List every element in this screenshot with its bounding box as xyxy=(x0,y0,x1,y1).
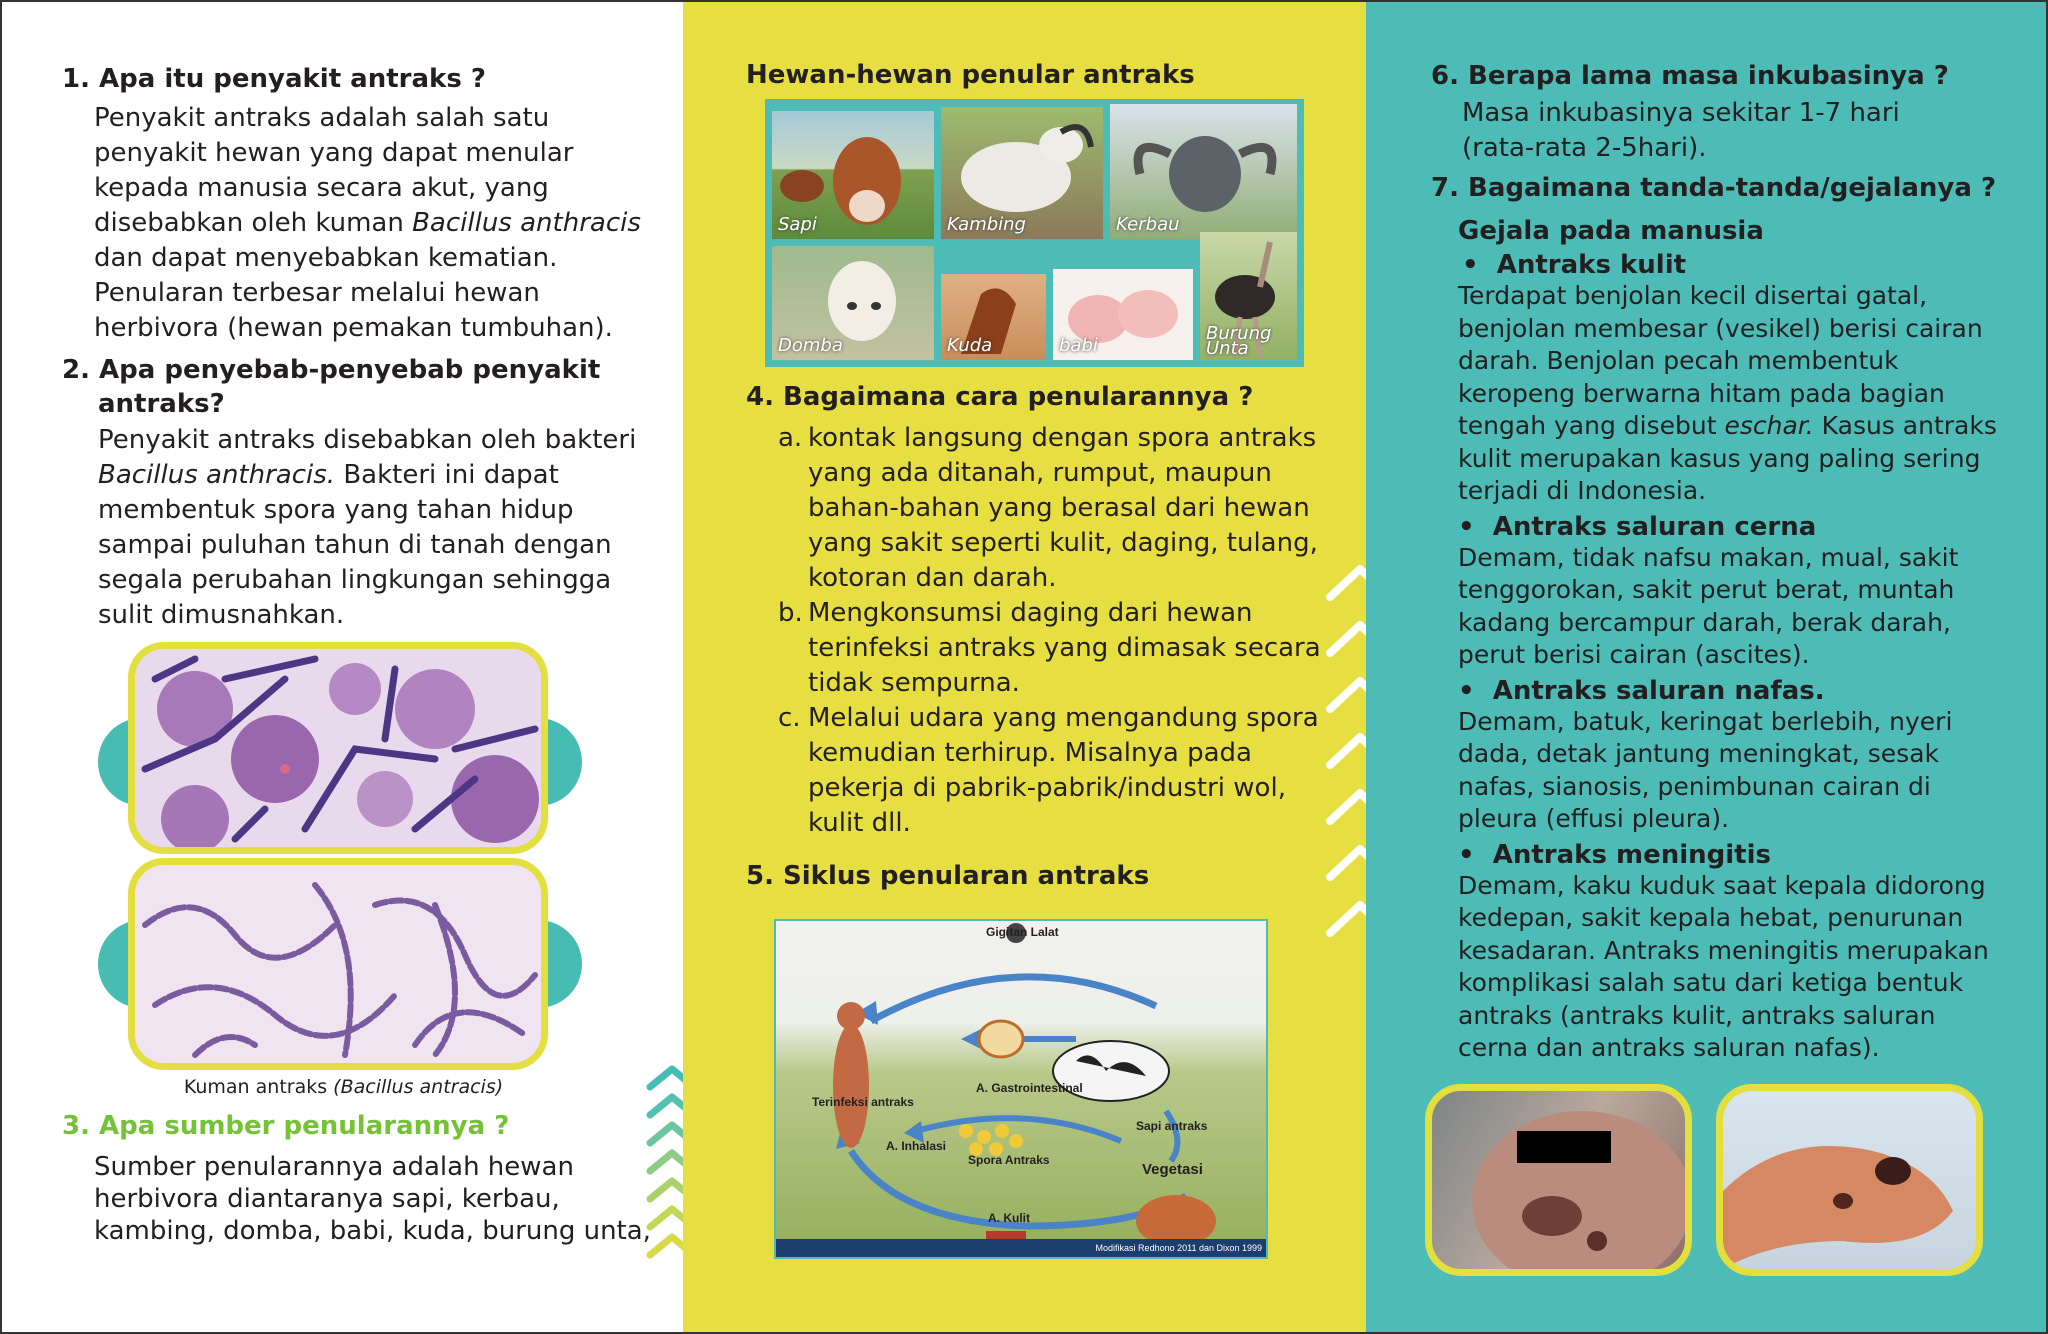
q7-title: 7. Bagaimana tanda-tanda/gejalanya ? xyxy=(1431,173,1997,203)
cycle-label-kulit: A. Kulit xyxy=(988,1211,1030,1225)
animal-label: Sapi xyxy=(778,214,817,235)
list-item: b. Mengkonsumsi daging dari hewan terinfeksi antraks yang dimasak secara tidak sempurna. xyxy=(778,598,1321,698)
animal-label: Kerbau xyxy=(1116,214,1180,235)
cycle-label-inhal: A. Inhalasi xyxy=(886,1139,947,1153)
cycle-label-gastro: A. Gastrointestinal xyxy=(976,1081,1083,1095)
animal-label: Burung Unta xyxy=(1206,323,1272,359)
cycle-credit: Modifikasi Redhono 2011 dan Dixon 1999 xyxy=(776,1239,1266,1257)
animals-title: Hewan-hewan penular antraks xyxy=(746,60,1195,90)
list-item: c. Melalui udara yang mengandung spora kemudian terhirup. Misalnya pada pekerja di pabrik-pabrik/industri wol, kulit dll. xyxy=(778,703,1319,838)
photo-kuda xyxy=(941,274,1046,360)
animal-label: Kuda xyxy=(947,335,993,356)
gejala-title: Gejala pada manusia xyxy=(1458,216,1764,246)
cycle-label-infected: Terinfeksi antraks xyxy=(812,1095,914,1109)
q6-body: Masa inkubasinya sekitar 1-7 hari (rata-rata 2-5hari). xyxy=(1462,98,1900,163)
q3-body: Sumber penularannya adalah hewan herbivora diantaranya sapi, kerbau, kambing, domba, babi, kuda, burung unta, xyxy=(94,1152,651,1246)
photo-burung-unta xyxy=(1200,232,1297,360)
q4-list xyxy=(778,421,1358,841)
symptoms-list: • Antraks kulit Terdapat benjolan kecil disertai gatal, benjolan membesar (vesikel) berisi cairan darah. Benjolan pecah membentuk keropeng berwarna hitam pada bagian tengah yang disebut eschar. Kasus antraks kulit merupakan kasus yang paling sering terjadi di Indonesia. • Antraks saluran cerna Demam, tidak nafsu makan, mual, sakit tenggorokan, sakit perut berat, muntah kadang bercampur darah, berak darah, perut berisi cairan (ascites). • Antraks saluran nafas. Demam, batuk, keringat berlebih, nyeri dada, detak jantung meningkat, sesak nafas, sianosis, penimbunan cairan di pleura (effusi pleura). • Antraks meningitis Demam, kaku kuduk saat kepala didorong kedepan, sakit kepala hebat, penurunan kesadaran. Antraks meningitis merupakan komplikasi salah satu dari ketiga bentuk antraks (antraks kulit, antraks saluran cerna dan antraks saluran nafas). xyxy=(1458,250,2008,1065)
photo-kerbau xyxy=(1110,104,1297,239)
photo-babi xyxy=(1053,269,1193,360)
animal-label: babi xyxy=(1059,335,1098,356)
panel-left xyxy=(0,0,683,1334)
photo-hand-lesion xyxy=(1716,1084,1983,1276)
photo-kambing xyxy=(941,107,1103,239)
symptom-heading-kulit: • Antraks kulit xyxy=(1462,250,1687,280)
cycle-label-spora: Spora Antraks xyxy=(968,1153,1050,1167)
transmission-cycle-diagram xyxy=(774,919,1268,1259)
q3-title: 3. Apa sumber penularannya ? xyxy=(62,1111,510,1141)
q2-body: Penyakit antraks disebabkan oleh bakteri Bacillus anthracis. Bakteri ini dapat membentuk spora yang tahan hidup sampai puluhan tahun di tanah dengan segala perubahan lingkungan sehingga sulit dimusnahkan. xyxy=(98,425,637,630)
micrograph-caption: Kuman antraks (Bacillus antracis) xyxy=(183,1076,504,1098)
panel-middle xyxy=(683,0,1366,1334)
cycle-label-sapi: Sapi antraks xyxy=(1136,1119,1208,1133)
q5-title: 5. Siklus penularan antraks xyxy=(746,861,1150,891)
bacillus-micrograph-2 xyxy=(128,858,548,1070)
bacillus-micrograph-1 xyxy=(128,642,548,854)
photo-face-lesion xyxy=(1425,1084,1692,1276)
animal-photo-grid xyxy=(765,99,1304,367)
symptom-heading-nafas: • Antraks saluran nafas. xyxy=(1458,675,1825,706)
animal-label: Domba xyxy=(778,335,843,356)
symptom-heading-cerna: • Antraks saluran cerna xyxy=(1458,511,1817,542)
photo-domba xyxy=(772,246,934,360)
q4-title: 4. Bagaimana cara penularannya ? xyxy=(746,382,1254,412)
q1-body: Penyakit antraks adalah salah satu penyakit hewan yang dapat menular kepada manusia secara akut, yang disebabkan oleh kuman Bacillus anthracis dan dapat menyebabkan kematian. Penularan terbesar melalui hewan herbivora (hewan pemakan tumbuhan). xyxy=(94,103,641,343)
cycle-label-veg: Vegetasi xyxy=(1142,1161,1203,1178)
panel-right xyxy=(1366,0,2048,1334)
animal-label: Kambing xyxy=(947,214,1026,235)
q2-title: 2. Apa penyebab-penyebab penyakit antraks? xyxy=(62,355,601,419)
cycle-label-flies: Gigitan Lalat xyxy=(986,925,1059,939)
q1-title: 1. Apa itu penyakit antraks ? xyxy=(62,64,486,94)
symptom-heading-meningitis: • Antraks meningitis xyxy=(1458,839,1771,870)
photo-sapi xyxy=(772,111,934,239)
list-item: a. kontak langsung dengan spora antraks yang ada ditanah, rumput, maupun bahan-bahan yang berasal dari hewan yang sakit seperti kulit, daging, tulang, kotoran dan darah. xyxy=(778,423,1318,593)
q6-title: 6. Berapa lama masa inkubasinya ? xyxy=(1431,61,1949,91)
